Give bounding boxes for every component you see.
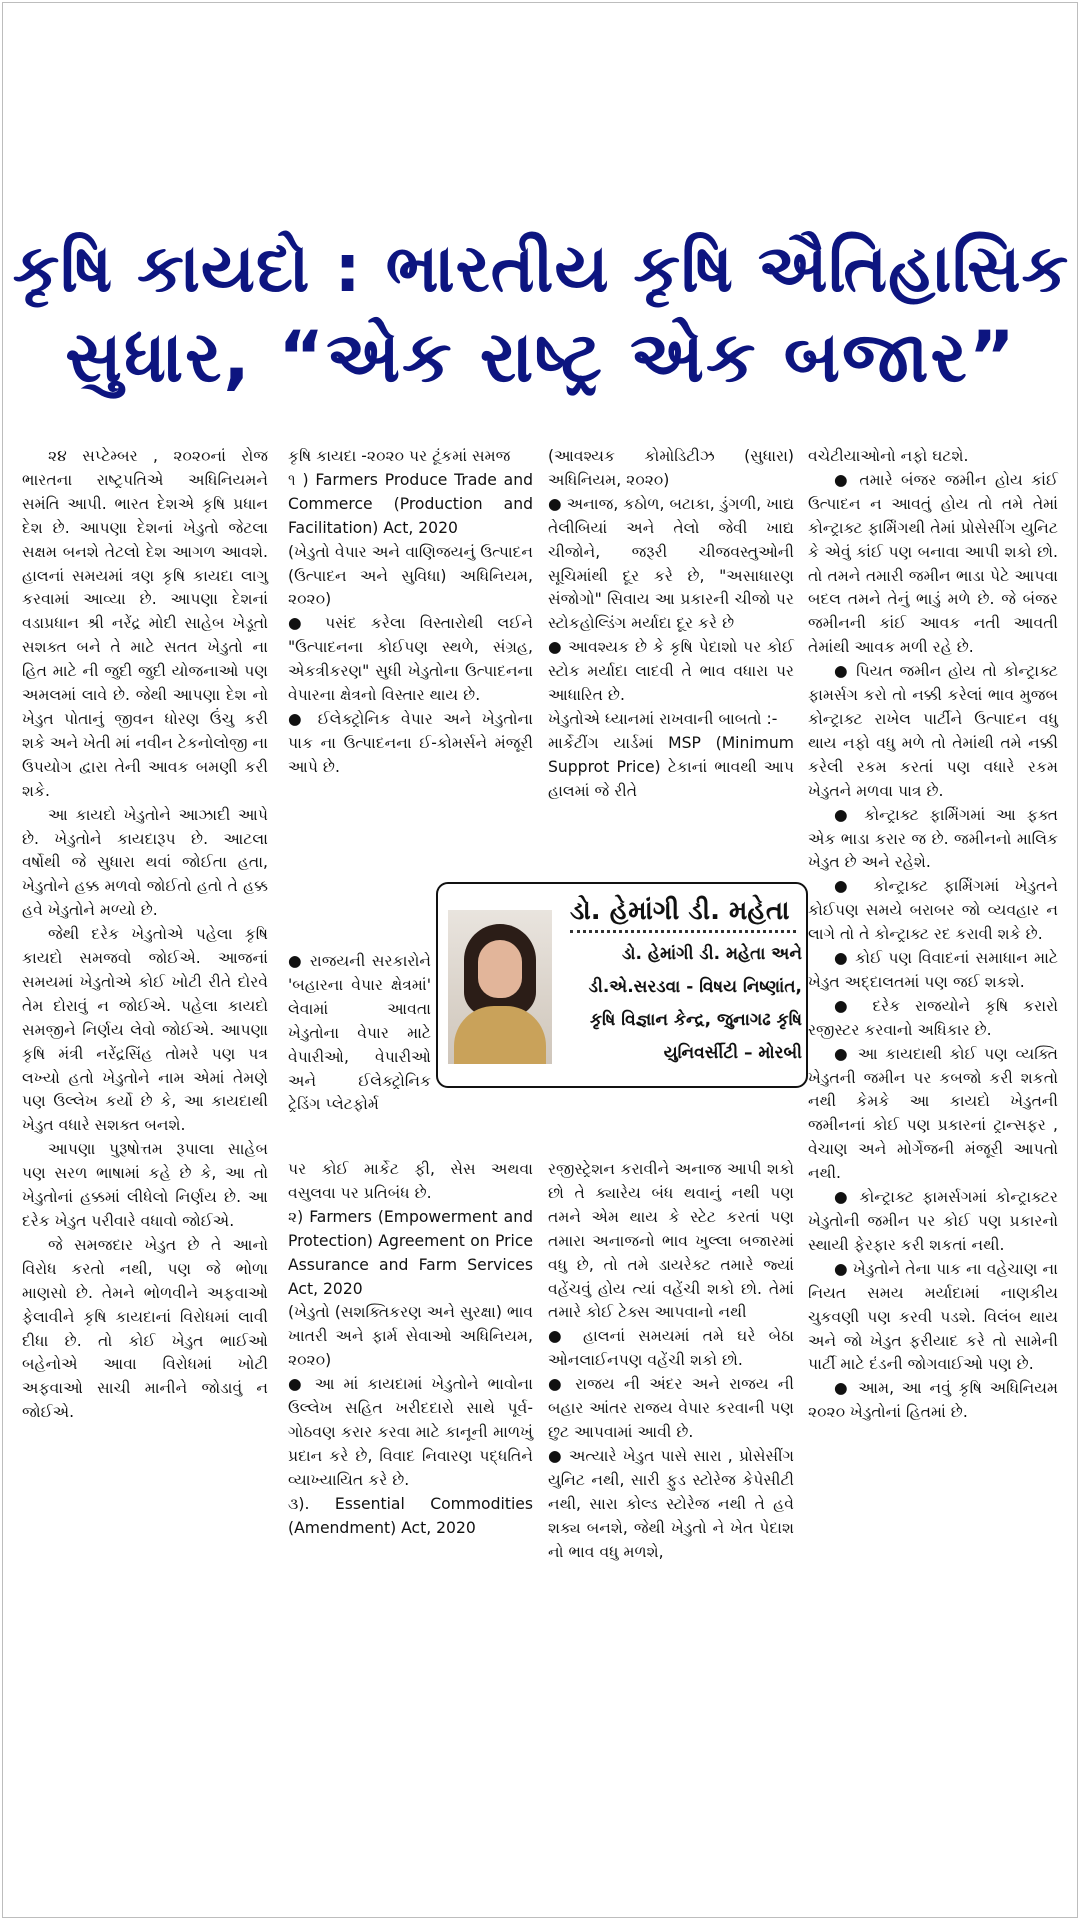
author-photo [448,910,552,1064]
col2-law-3-title: Essential Commodities (Amendment) Act, 2020 [288,1494,533,1537]
col2-paragraph-7: પર કોઈ માર્કેટ ફી, સેસ અથવા વસુલવા પર પ્રતિબંધ છે. [288,1160,533,1202]
col4-paragraph-7: ● દરેક રાજયોને કૃષિ કરારો રજીસ્ટર કરવાનો અધિકાર છે. [808,996,1058,1039]
column-1 [22,445,268,1425]
col2-law-1 [288,469,533,541]
col4-paragraph-2: ● તમારે બંજર જમીન હોય કાંઈ ઉત્પાદન ન આવતું હોય તો તમે તેમાં કોન્ટ્રાક્ટ ફાર્મિંગથી તેમાં પ્રોસેસીંગ યુનિટ કે એવું કાંઈ પણ બનાવા આપી શકો છો. તો તમને તમારી જમીન ભાડા પેટે આપવા બદલ તમને તેનું ભાડું મળે છે. જે બંજર જમીનની કાંઈ આવક નતી આવતી તેમાંથી આવક મળી રહે છે. [808,470,1058,657]
col4-paragraph-8: ● આ કાયદાથી કોઈ પણ વ્યક્તિ ખેડુતની જમીન પર કબજો કરી શકતો નથી કેમકે આ કાયદો ખેડુતની જમીનનાં કોઈ પણ પ્રકારનાં ટ્રાન્સફર , વેચાણ અને મોર્ગેજની મંજૂરી આપતો નથી. [808,1044,1058,1183]
col3-paragraph-7: ● હાલનાં સમયમાં તમે ઘરે બેઠા ઓનલાઈનપણ વહેંચી શકો છો. [548,1327,794,1370]
col1-paragraph-1: ૨૪ સપ્ટેમ્બર , ૨૦૨૦નાં રોજ ભારતના રાષ્ટ્રપતિએ અધિનિયમને સમંતિ આપી. ભારત દેશએ કૃષિ પ્રધાન દેશ છે. આપણા દેશનાં ખેડુતો જેટલા સક્ષમ બનશે તેટલો દેશ આગળ આવશે. હાલનાં સમયમાં ત્રણ કૃષિ કાયદા લાગુ કરવામાં આવ્યા છે. આપણા દેશનાં વડાપ્રધાન શ્રી નરેંદ્ર મોદી સાહેબ ખેડૂતો સશક્ત બને તે માટે સતત ખેડુતો ના હિત માટે ની જુદી જુદી યોજનાઓ પણ અમલમાં લાવે છે. જેથી આપણા દેશ નો ખેડુત પોતાનું જીવન ધોરણ ઉંચુ કરી શકે અને ખેતી માં નવીન ટેકનોલોજી ના ઉપયોગ દ્વારા તેની આવક બમણી કરી શકે. [22,447,268,800]
author-line-3: કૃષિ વિજ્ઞાન કેન્દ્ર, જુનાગઢ કૃષિ [590,1010,802,1030]
col2-law-2-title: Farmers (Empowerment and Protection) Agreement on Price Assurance and Farm Services Act, 2020 [288,1207,533,1298]
col4-paragraph-1: વચેટીયાઓનો નફો ઘટશે. [808,447,969,465]
col3-paragraph-9: ● અત્યારે ખેડુત પાસે સારા , પ્રોસેસીંગ યુનિટ નથી, સારી ફુડ સ્ટોરેજ કેપેસીટી નથી, સારા કોલ્ડ સ્ટોરેજ નથી તે હવે શક્ય બનશે, જેથી ખેડુતો ને ખેત પેદાશ નો ભાવ વધુ મળશે, [548,1446,794,1561]
col4-paragraph-10: ● ખેડુતોને તેના પાક ના વહેચાણ ના નિયત સમય મર્યાદામાં નાણકીય ચુકવણી પણ કરવી પડશે. વિલંબ થાય અને જો ખેડુત ફરીયાદ કરે તો સામેની પાર્ટી માટે દંડની જોગવાઈઓ પણ છે. [808,1259,1058,1374]
column-2-bottom [288,1158,533,1541]
col2-paragraph-10: ● આ માં કાયદામાં ખેડુતોને ભાવોના ઉલ્લેખ સહિત ખરીદદારો સાથે પૂર્વ-ગોઠવણ કરાર કરવા માટે કાનૂની માળખું પ્રદાન કરે છે, વિવાદ નિવારણ પદ્ધતિને વ્યાખ્યાયિત કરે છે. [288,1375,533,1489]
headline-line-2: સુધાર, “એક રાષ્ટ્ર એક બજાર” [65,316,1017,398]
author-line-2: ડી.એ.સરડવા - વિષય નિષ્ણાંત, [588,977,802,997]
col2-law-2-number: ૨) [288,1207,304,1226]
col3-paragraph-8: ● રાજય ની અંદર અને રાજય ની બહાર આંતર રાજય વેપાર કરવાની પણ છુટ આપવામાં આવી છે. [548,1375,794,1441]
col2-law-1-number: ૧ ) [288,470,309,489]
col2-paragraph-5: ● ઈલેક્ટ્રોનિક વેપાર અને ખેડુતોના પાક ના ઉત્પાદનના ઈ-કોમર્સને મંજૂરી આપે છે. [288,709,533,776]
col3-p5-suffix: ટેકાનાં ભાવથી આપ હાલમાં જે રીતે [548,757,794,800]
author-photo-body [454,1006,546,1064]
col3-p5-prefix: માર્કેટીંગ યાર્ડમાં [548,733,654,752]
col3-paragraph-5 [548,732,794,804]
col2-law-3 [288,1493,533,1541]
author-divider [570,930,796,933]
col2-paragraph-1: કૃષિ કાયદા -૨૦૨૦ પર ટૂંકમાં સમજ [288,447,511,465]
col1-paragraph-4: આપણા પુરૂષોત્તમ રૂપાલા સાહેબ પણ સરળ ભાષામાં કહે છે કે, આ તો ખેડુતોનાં હક્કમાં લીધેલો નિર્ણય છે. આ દરેક ખેડુત પરીવારે વધાવો જોઈએ. [22,1140,268,1230]
col3-paragraph-1: (આવશ્યક કોમોડિટીઝ (સુધારા) અધિનિયમ, ૨૦૨૦) [548,447,794,489]
col3-paragraph-2: ● અનાજ, કઠોળ, બટાકા, ડુંગળી, ખાદ્ય તેલીબિયાં અને તેલો જેવી ખાદ્ય ચીજોને, જરૂરી ચીજવસ્તુઓની સૂચિમાંથી દૂર કરે છે, "અસાધારણ સંજોગો" સિવાય આ પ્રકારની ચીજો પર સ્ટોકહોલ્ડિંગ મર્યાદા દૂર કરે છે [548,494,794,633]
col2-paragraph-4: ● પસંદ કરેલા વિસ્તારોથી લઈને "ઉત્પાદનના કોઈપણ સ્થળે, સંગ્રહ, એકત્રીકરણ" સુધી ખેડુતોના ઉત્પાદનના વેપારના ક્ષેત્રનો વિસ્તાર થાય છે. [288,614,533,705]
col4-paragraph-5: ● કોન્ટ્રાક્ટ ફાર્મિંગમાં ખેડુતને કોઈપણ સમયે બરાબર જો વ્યવહાર ન લાગે તો તે કોન્ટ્રાક્ટ રદ કરાવી શકે છે. [808,877,1058,944]
col4-paragraph-4: ● કોન્ટ્રાક્ટ ફાર્મિંગમાં આ ફક્ત એક ભાડા કરાર જ છે. જમીનનો માલિક ખેડુત છે અને રહેશે. [808,805,1058,872]
col2-paragraph-9: (ખેડુતો (સશક્તિકરણ અને સુરક્ષા) ભાવ ખાતરી અને ફાર્મ સેવાઓ અધિનિયમ, ૨૦૨૦) [288,1303,533,1370]
col2-paragraph-3: (ખેડુતો વેપાર અને વાણિજયનું ઉત્પાદન (ઉત્પાદન અને સુવિધા) અધિનિયમ, ૨૦૨૦) [288,542,533,609]
col3-msp-term: MSP (Minimum Supprot Price) [548,733,794,776]
author-box [436,882,808,1088]
column-3-top [548,445,794,804]
col1-paragraph-2: આ કાયદો ખેડુતોને આઝાદી આપે છે. ખેડુતોને કાયદારૂપ છે. આટલા વર્ષોથી જે સુધારા થવાં જોઈતા હતા, ખેડુતોને હક્ક મળવો જોઈતો હતો તે હક્ક હવે ખેડુતોને મળ્યો છે. [22,805,268,920]
col1-paragraph-5: જે સમજદાર ખેડુત છે તે આનો વિરોધ કરતો નથી, પણ જે ભોળા માણસો છે. તેમને ભોળવીને અફવાઓ ફેલાવીને કૃષિ કાયદાનાં વિરોધમાં લાવી દીધા છે. તો કોઈ ખેડુત ભાઈઓ બહેનોએ આવા વિરોધમાં ખોટી અફવાઓ સાચી માનીને જોડાવું ન જોઈએ. [22,1235,268,1422]
col4-paragraph-3: ● પિયત જમીન હોય તો કોન્ટ્રાક્ટ ફામર્સગ કરો તો નક્કી કરેલાં ભાવ મુજબ કોન્ટ્રાક્ટ રાખેલ પાર્ટીને ઉત્પાદન વધુ થાય નફો વધુ મળે તો તેમાંથી તમે નક્કી કરેલી રકમ કરતાં પણ વધારે રકમ ખેડુતને મળવા પાત્ર છે. [808,662,1058,800]
col2-paragraph-6: ● રાજયની સરકારોને 'બહારના વેપાર ક્ષેત્રમાં' લેવામાં આવતા ખેડુતોના વેપાર માટે વેપારીઓ, વેપારીઓ અને ઈલેક્ટ્રોનિક ટ્રેડિંગ પ્લેટફોર્મ [288,952,431,1114]
col3-paragraph-4: ખેડુતોએ ધ્યાનમાં રાખવાની બાબતો :- [548,709,778,728]
author-photo-face [478,940,522,998]
author-line-1: ડો. હેમાંગી ડી. મહેતા અને [621,944,802,964]
headline-line-1: કૃષિ કાયદો : ભારતીય કૃષિ ઐતિહાસિક [12,230,1070,307]
column-3-bottom [548,1158,794,1564]
col3-paragraph-3: ● આવશ્યક છે કે કૃષિ પેદાશો પર કોઈ સ્ટોક મર્યાદા લાદવી તે ભાવ વધારા પર આધારિત છે. [548,638,794,705]
column-4 [808,445,1058,1425]
col2-law-1-title: Farmers Produce Trade and Commerce (Production and Facilitation) Act, 2020 [288,470,534,537]
col2-law-2 [288,1206,533,1302]
author-description [562,938,802,1070]
col2-law-3-number: ૩). [288,1494,310,1513]
col1-paragraph-3: જેથી દરેક ખેડુતોએ પહેલા કૃષિ કાયદો સમજવો જોઈએ. આજનાં સમયમાં ખેડુતોએ કોઈ ખોટી રીતે દોરવે તેમ દોરાવું ન જોઈએ. પહેલા કાયદો સમજીને નિર્ણય લેવો જોઈએ. આપણા કૃષિ મંત્રી નરેંદ્રસિંહ તોમરે પણ પત્ર લખ્યો હતો ખેડુતોને નામ એમાં તેમણે પણ ઉલ્લેખ કર્યો છે કે, આ કાયદાથી ખેડુત વધારે સશક્ત બનશે. [22,925,268,1135]
author-line-4: યુનિવર્સીટી – મોરબી [663,1043,802,1063]
col4-paragraph-11: ● આમ, આ નવું કૃષિ અધિનિયમ ૨૦૨૦ ખેડુતોનાં હિતમાં છે. [808,1379,1058,1422]
col4-paragraph-9: ● કોન્ટ્રાક્ટ ફામર્સગમાં કોન્ટ્રાક્ટર ખેડુતોની જમીન પર કોઈ પણ પ્રકારનો સ્થાયી ફેરફાર કરી શકતાં નથી. [808,1188,1058,1254]
column-2-top [288,445,533,780]
column-2-middle [288,950,431,1117]
author-name: ડો. હેમાંગી ડી. મહેતા [570,896,790,926]
col3-paragraph-6: રજીસ્ટ્રેશન કરાવીને અનાજ આપી શકો છો તે ક્યારેય બંધ થવાનું નથી પણ તમને એમ થાય કે સ્ટેટ કરતાં પણ તમારા અનાજનો ભાવ ખુલ્લા બજારમાં વધુ છે, તો તમે ડાયરેક્ટ તમારે જ્યાં વહેંચવું હોય ત્યાં વહેંચી શકો છો. તેમાં તમારે કોઈ ટેક્સ આપવાનો નથી [548,1160,794,1322]
col4-paragraph-6: ● કોઈ પણ વિવાદનાં સમાધાન માટે ખેડુત અદ્દાલતમાં પણ જઈ શકશે. [808,949,1058,991]
headline [0,226,1082,402]
